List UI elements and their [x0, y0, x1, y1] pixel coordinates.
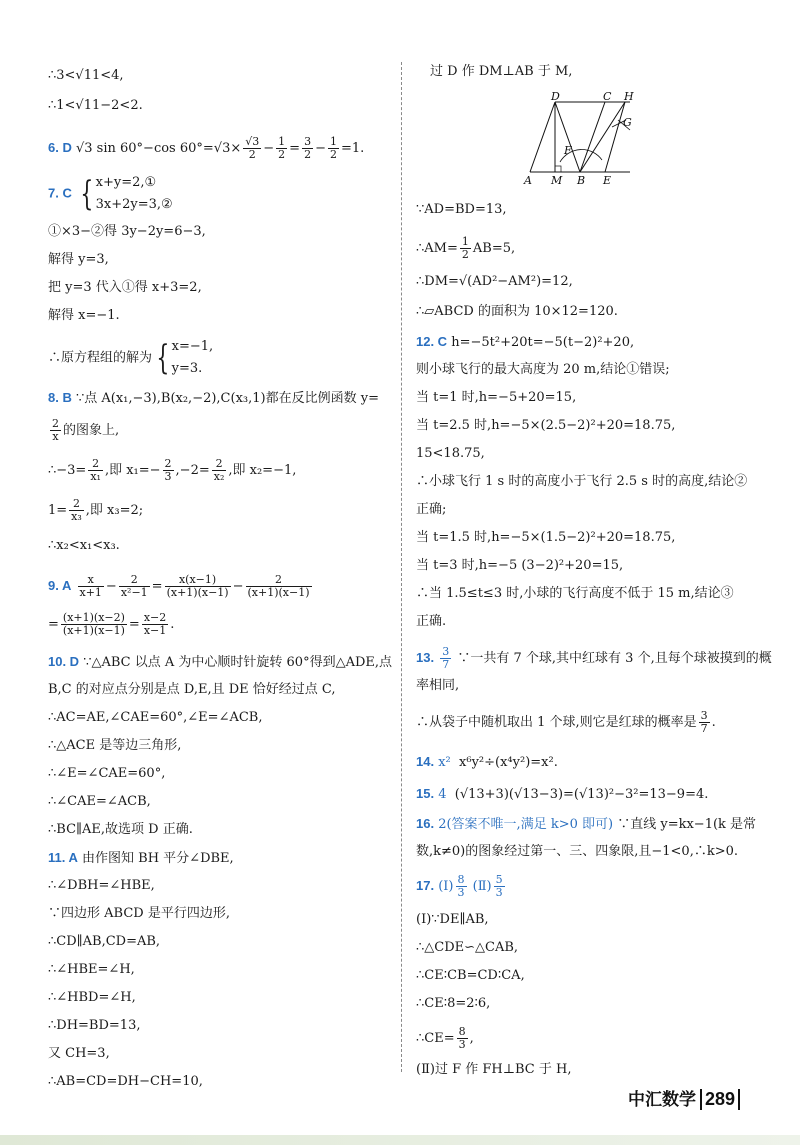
text-line: ∴∠DBH=∠HBE,: [48, 878, 155, 893]
question-number: 9. A: [48, 578, 72, 593]
brace-icon: {: [80, 174, 94, 214]
text-line: 又 CH=3,: [48, 1046, 110, 1061]
fraction: $\frac{3}{7}$: [700, 709, 708, 735]
point-label: D: [551, 92, 560, 103]
question-number: 6. D: [48, 140, 72, 155]
question-6: 6. D √3 sin 60°−cos 60°=√3× $\frac{√3}{2}$ − $\frac{1}{2}$ = $\frac{3}{2}$ − $\frac{1}{2}$ =1.: [48, 135, 365, 161]
fraction: $\frac{(x+1)(x-2)}{(x+1)(x-1)}$: [62, 611, 125, 637]
fraction: $\frac{2}{3}$: [164, 457, 172, 483]
fraction: $\frac{2}{\text{x₂}}$: [213, 457, 225, 483]
column-divider: [401, 62, 402, 1072]
answer-fraction: $\frac{3}{7}$: [442, 645, 450, 671]
text-line: 当 t=2.5 时,h=−5×(2.5−2)²+20=18.75,: [416, 418, 676, 433]
text-line: ∴AB=CD=DH−CH=10,: [48, 1074, 203, 1089]
answer-text: =1.: [340, 141, 365, 156]
text-line: ∴△CDE∽△CAB,: [416, 940, 519, 955]
answer-fraction: $\frac{5}{3}$: [495, 873, 503, 899]
text: ∵△ABC 以点 A 为中心顺时针旋转 60°得到△ADE,点: [83, 655, 393, 670]
text-line: ∴DH=BD=13,: [48, 1018, 141, 1033]
question-number: 13.: [416, 650, 435, 665]
question-17: 17. (Ⅰ) $\frac{8}{3}$ (Ⅱ) $\frac{5}{3}$: [416, 873, 503, 899]
question-11: [48, 850, 234, 867]
question-number: 15.: [416, 786, 435, 801]
text-line: ∴1<√11−2<2.: [48, 98, 143, 113]
question-15: [416, 786, 708, 803]
question-number: 17.: [416, 878, 435, 893]
fraction: $\frac{√3}{2}$: [245, 135, 260, 161]
point-label: F: [564, 144, 572, 157]
text: (√13+3)(√13−3)=(√13)²−3²=13−9=4.: [454, 787, 709, 802]
text-line: ∴小球飞行 1 s 时的高度小于飞行 2.5 s 时的高度,结论②: [416, 474, 748, 489]
text-line: 率相同,: [416, 678, 460, 693]
question-number: 11. A: [48, 850, 78, 865]
answer-value: x²: [438, 755, 451, 770]
brace-icon: {: [156, 338, 170, 378]
page-number: 289: [700, 1089, 740, 1110]
text-line: ∴CE= $\frac{8}{3}$ ,: [416, 1025, 474, 1051]
text: 的图象上,: [63, 423, 120, 438]
text-line: ∴−3= $\frac{2}{\text{x₁}}$ ,即 x₁=− $\frac{2}{3}$ ,−2= $\frac{2}{\text{x₂}}$ ,即 x₂=−1,: [48, 457, 297, 483]
text-line: 把 y=3 代入①得 x+3=2,: [48, 280, 202, 295]
fraction: $\frac{x-2}{x-1}$: [143, 611, 167, 637]
point-label: E: [603, 174, 612, 187]
bottom-band: [0, 1135, 800, 1145]
fraction: $\frac{2}{(x+1)(x-1)}$: [247, 573, 310, 599]
text-line: ∴DM=√(AD²−AM²)=12,: [416, 274, 573, 289]
text: 由作图知 BH 平分∠DBE,: [82, 851, 234, 866]
equation: x+y=2,①: [95, 175, 157, 190]
text: ∴原方程组的解为: [48, 350, 153, 366]
equation: y=3.: [171, 361, 203, 376]
question-14: [416, 754, 558, 771]
answer-value: 4: [438, 787, 447, 802]
question-7: [48, 172, 173, 216]
text-line: 当 t=3 时,h=−5 (3−2)²+20=15,: [416, 558, 624, 573]
text-line: ∴∠HBE=∠H,: [48, 962, 135, 977]
text: ∵点 A(x₁,−3),B(x₂,−2),C(x₃,1)都在反比例函数 y=: [75, 391, 379, 406]
text-line: 数,k≠0)的图象经过第一、三、四象限,且−1<0,∴k>0.: [416, 844, 739, 859]
fraction: $\frac{2}{\text{x₃}}$: [71, 497, 82, 523]
text-line: ∴CE∶CB=CD∶CA,: [416, 968, 525, 983]
text-line: ∴从袋子中随机取出 1 个球,则它是红球的概率是 $\frac{3}{7}$ .: [416, 709, 716, 735]
question-number: 10. D: [48, 654, 80, 669]
point-label: H: [624, 92, 634, 103]
answer-text: √3 sin 60°−cos 60°=√3×: [75, 141, 242, 156]
fraction: $\frac{3}{2}$: [304, 135, 312, 161]
text-line: ∴▱ABCD 的面积为 10×12=120.: [416, 304, 618, 319]
text-line: ∴△ACE 是等边三角形,: [48, 738, 182, 753]
text-line: 则小球飞行的最大高度为 20 m,结论①错误;: [416, 362, 670, 377]
text: h=−5t²+20t=−5(t−2)²+20,: [451, 335, 635, 350]
text-line: 1= $\frac{2}{\text{x₃}}$ ,即 x₃=2;: [48, 497, 144, 523]
question-13: [416, 646, 772, 671]
text-line: ∴CE∶8=2∶6,: [416, 996, 491, 1011]
text-line: 当 t=1 时,h=−5+20=15,: [416, 390, 577, 405]
text: ∵直线 y=kx−1(k 是常: [617, 817, 757, 832]
question-number: 12. C: [416, 334, 448, 349]
text-line: ∴∠E=∠CAE=60°,: [48, 766, 166, 781]
text-line: 解得 x=−1.: [48, 308, 120, 323]
text-line: (Ⅰ)∵DE∥AB,: [416, 912, 489, 927]
text-line: (Ⅱ)过 F 作 FH⊥BC 于 H,: [416, 1062, 572, 1077]
fraction: $\frac{8}{3}$: [458, 1025, 466, 1051]
point-label: M: [551, 174, 563, 187]
text-line: ∵四边形 ABCD 是平行四边形,: [48, 906, 230, 921]
text: x⁶y²÷(x⁴y²)=x².: [459, 755, 558, 770]
question-number: 8. B: [48, 390, 72, 405]
fraction: $\frac{x}{x+1}$: [79, 573, 102, 599]
text-line: ∴CD∥AB,CD=AB,: [48, 934, 161, 949]
text-line: ①×3−②得 3y−2y=6−3,: [48, 224, 206, 239]
fraction: $\frac{1}{2}$: [461, 235, 469, 261]
geometry-figure: [520, 92, 645, 187]
equation: 3x+2y=3,②: [95, 197, 173, 212]
text-line: 15<18.75,: [416, 446, 485, 461]
text-line: B,C 的对应点分别是点 D,E,且 DE 恰好经过点 C,: [48, 682, 336, 697]
fraction: $\frac{1}{2}$: [278, 135, 286, 161]
answer-fraction: $\frac{8}{3}$: [457, 873, 465, 899]
text-line: ∴3<√11<4,: [48, 68, 124, 83]
text-line: ∴当 1.5≤t≤3 时,小球的飞行高度不低于 15 m,结论③: [416, 586, 734, 601]
text-line: [48, 418, 119, 443]
text-line: ∴AC=AE,∠CAE=60°,∠E=∠ACB,: [48, 710, 263, 725]
text-line: 解得 y=3,: [48, 252, 109, 267]
text-line: ∴BC∥AE,故选项 D 正确.: [48, 822, 193, 837]
point-label: B: [577, 174, 586, 187]
equation: x=−1,: [171, 339, 214, 354]
text: ∵一共有 7 个球,其中红球有 3 个,且每个球被摸到的概: [457, 651, 772, 666]
text-line: 过 D 作 DM⊥AB 于 M,: [430, 64, 573, 79]
text-line: = $\frac{(x+1)(x-2)}{(x+1)(x-1)}$ = $\frac{x-2}{x-1}$ .: [48, 611, 175, 637]
text-line: ∵AD=BD=13,: [416, 202, 507, 217]
question-number: 14.: [416, 754, 435, 769]
fraction: $\frac{2}{\text{x²−1}}$: [120, 573, 148, 599]
fraction: $\frac{1}{2}$: [329, 135, 337, 161]
answer-value: 2(答案不唯一,满足 k>0 即可): [438, 817, 614, 832]
question-10: [48, 654, 392, 671]
fraction: $\frac{2}{x}$: [52, 417, 59, 443]
text-line: [48, 336, 213, 380]
text-line: ∴∠HBD=∠H,: [48, 990, 136, 1005]
text-line: ∴x₂<x₁<x₃.: [48, 538, 120, 553]
question-12: [416, 334, 634, 351]
question-number: 16.: [416, 816, 435, 831]
point-label: G: [623, 116, 632, 129]
text-line: 当 t=1.5 时,h=−5×(1.5−2)²+20=18.75,: [416, 530, 676, 545]
text-line: ∴∠CAE=∠ACB,: [48, 794, 151, 809]
text-line: 正确;: [416, 502, 447, 517]
page-footer: [628, 1085, 740, 1110]
question-number: 7. C: [48, 185, 72, 201]
book-title: 中汇数学: [627, 1090, 696, 1109]
question-16: [416, 816, 756, 833]
point-label: C: [603, 92, 612, 103]
question-8: [48, 390, 379, 407]
fraction: $\frac{x(x-1)}{(x+1)(x-1)}$: [166, 573, 229, 599]
point-label: A: [524, 174, 532, 187]
text-line: ∴AM= $\frac{1}{2}$ AB=5,: [416, 235, 516, 261]
fraction: $\frac{2}{\text{x₁}}$: [90, 457, 101, 483]
text-line: 正确.: [416, 614, 447, 629]
question-9: 9. A $\frac{x}{x+1}$ − $\frac{2}{\text{x²−1}}$ = $\frac{x(x-1)}{(x+1)(x-1)}$ − $\frac{2}{(x+1)(x-1)}$: [48, 573, 310, 599]
